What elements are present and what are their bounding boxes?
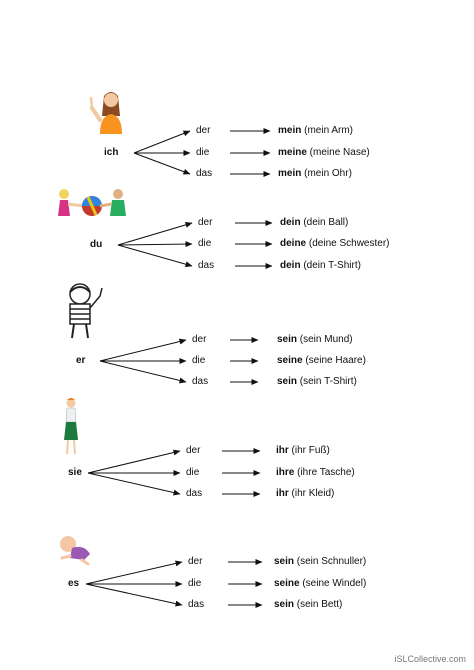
article-label: die	[196, 147, 210, 158]
fan-arrow	[100, 340, 186, 361]
pronoun-label: es	[68, 578, 80, 589]
possessive-entry	[274, 578, 366, 590]
fan-arrow	[86, 584, 182, 605]
possessive-entry	[278, 147, 370, 159]
fan-arrow	[134, 131, 190, 153]
fan-arrow	[86, 562, 182, 584]
fan-arrow	[134, 153, 190, 174]
possessive-entry	[276, 488, 334, 500]
possessive-word: sein	[277, 334, 298, 345]
possessive-word: sein	[274, 599, 295, 610]
possessive-word: seine	[277, 355, 303, 366]
possessive-entry	[280, 217, 348, 229]
possessive-entry	[280, 260, 361, 272]
possessive-example: (seine Windel)	[299, 578, 367, 589]
possessive-example: (meine Nase)	[306, 147, 370, 158]
possessive-example: (dein T-Shirt)	[300, 260, 361, 271]
article-label: das	[186, 488, 203, 499]
article-label: das	[196, 168, 213, 179]
article-label: die	[186, 467, 200, 478]
possessive-entry	[277, 334, 353, 346]
fan-arrow	[100, 361, 186, 382]
possessive-example: (sein Mund)	[297, 334, 353, 345]
possessive-example: (mein Ohr)	[301, 168, 352, 179]
kids-with-ball-illustration	[52, 186, 132, 226]
fan-arrow	[118, 244, 192, 245]
article-label: das	[192, 376, 209, 387]
article-label: der	[192, 334, 207, 345]
possessive-example: (sein T-Shirt)	[297, 376, 357, 387]
possessive-word: ihr	[276, 445, 289, 456]
possessive-word: mein	[278, 125, 302, 136]
boy-waving-illustration	[60, 282, 106, 340]
woman-standing-illustration	[60, 396, 82, 456]
possessive-entry	[274, 599, 342, 611]
footer-watermark: iSLCollective.com	[394, 654, 466, 664]
article-label: das	[188, 599, 205, 610]
pronoun-label: sie	[68, 467, 82, 478]
possessive-entry	[274, 556, 366, 568]
fan-arrow	[118, 223, 192, 245]
article-label: der	[188, 556, 203, 567]
fan-arrow	[118, 245, 192, 266]
possessive-example: (deine Schwester)	[306, 238, 390, 249]
possessive-word: dein	[280, 217, 301, 228]
baby-crawling-illustration	[54, 532, 94, 566]
possessive-word: meine	[278, 147, 307, 158]
article-label: der	[196, 125, 211, 136]
possessive-example: (ihre Tasche)	[294, 467, 355, 478]
possessive-word: mein	[278, 168, 302, 179]
pronoun-label: du	[90, 239, 103, 250]
possessive-entry	[277, 376, 357, 388]
possessive-example: (seine Haare)	[302, 355, 366, 366]
pronoun-label: ich	[104, 147, 119, 158]
possessive-example: (mein Arm)	[301, 125, 354, 136]
possessive-entry	[280, 238, 390, 250]
pronoun-label: er	[76, 355, 86, 366]
possessive-word: seine	[274, 578, 300, 589]
girl-pointing-illustration	[86, 86, 136, 136]
possessive-example: (ihr Kleid)	[288, 488, 335, 499]
article-label: die	[192, 355, 206, 366]
possessive-entry	[278, 125, 353, 137]
possessive-word: sein	[274, 556, 295, 567]
possessive-entry	[276, 445, 330, 457]
possessive-example: (sein Schnuller)	[294, 556, 367, 567]
article-label: das	[198, 260, 215, 271]
article-label: der	[198, 217, 213, 228]
possessive-entry	[276, 467, 355, 479]
possessive-word: ihre	[276, 467, 295, 478]
possessive-word: dein	[280, 260, 301, 271]
possessive-example: (dein Ball)	[300, 217, 349, 228]
article-label: die	[188, 578, 202, 589]
possessive-entry	[278, 168, 352, 180]
fan-arrow	[88, 473, 180, 494]
article-label: die	[198, 238, 212, 249]
possessive-example: (sein Bett)	[294, 599, 343, 610]
possessive-word: ihr	[276, 488, 289, 499]
possessive-word: deine	[280, 238, 307, 249]
possessive-word: sein	[277, 376, 298, 387]
possessive-entry	[277, 355, 366, 367]
possessive-example: (ihr Fuß)	[288, 445, 330, 456]
article-label: der	[186, 445, 201, 456]
fan-arrow	[88, 451, 180, 473]
